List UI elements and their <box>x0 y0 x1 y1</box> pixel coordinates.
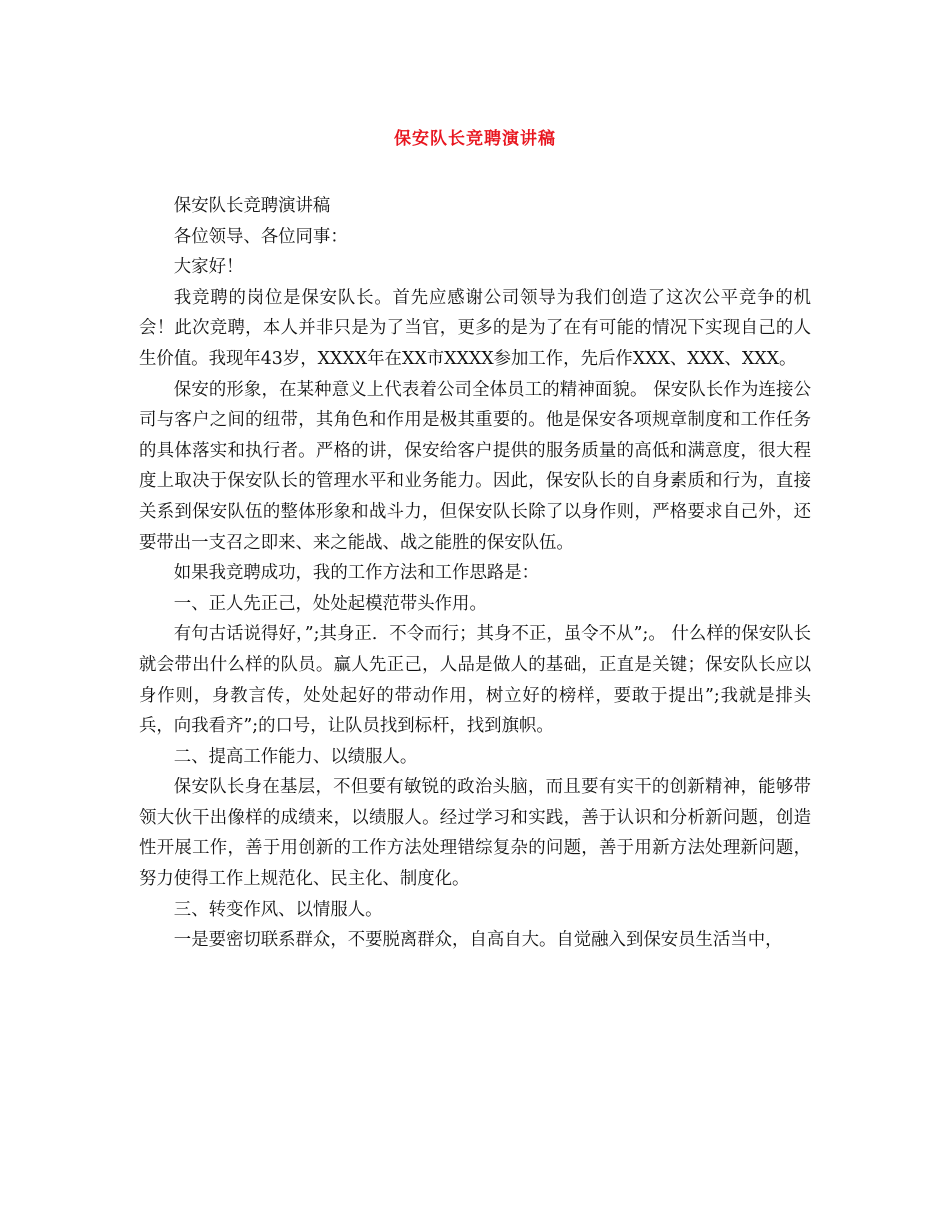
paragraph: 大家好！ <box>173 257 244 278</box>
paragraph: 二、提高工作能力、以绩服人。 <box>173 746 418 767</box>
paragraph: 一、正人先正己，处处起模范带头作用。 <box>173 593 487 614</box>
paragraph: 保安的形象，在某种意义上代表着公司全体员工的精神面貌。 保安队长作为连接公司与客户之间的纽带，其角色和作用是极其重要的。他是保安各项规章制度和工作任务的具体落实和执行者。严格的讲，保安给客户提供的服务质量的高低和满意度，很大程度上取决于保安队长的管理水平和业务能力。因此，保安队长的自身素质和行为，直接关系到保安队伍的整体形象和战斗力，但保安队长除了以身作则，严格要求自己外，还要带出一支召之即来、来之能战、战之能胜的保安队伍。 <box>139 379 811 553</box>
paragraph: 一是要密切联系群众，不要脱离群众，自高自大。自觉融入到保安员生活当中， <box>173 930 783 951</box>
paragraph: 保安队长竞聘演讲稿 <box>173 196 331 216</box>
paragraph: 保安队长身在基层，不但要有敏锐的政治头脑，而且要有实干的创新精神，能够带领大伙干出像样的成绩来，以绩服人。经过学习和实践，善于认识和分析新问题，创造性开展工作，善于用创新的工作方法处理错综复杂的问题，善于用新方法处理新问题，努力使得工作上规范化、民主化、制度化。 <box>139 777 811 890</box>
paragraph: 各位领导、各位同事： <box>173 226 348 247</box>
paragraph: 三、转变作风、以情服人。 <box>173 899 383 920</box>
paragraph: 如果我竞聘成功，我的工作方法和工作思路是： <box>173 563 540 584</box>
document-title: 保安队长竞聘演讲稿 <box>394 129 556 149</box>
document-body <box>139 191 811 956</box>
paragraph: 有句古话说得好，”;其身正．不令而行；其身不正，虽令不从”;。 什么样的保安队长就会带出什么样的队员。赢人先正己，人品是做人的基础，正直是关键；保安队长应以身作则，身教言传，处处起好的带动作用，树立好的榜样，要敢于提出”;我就是排头兵，向我看齐”;的口号，让队员找到标杆，找到旗帜。 <box>139 624 811 737</box>
paragraph: 我竞聘的岗位是保安队长。首先应感谢公司领导为我们创造了这次公平竞争的机会！此次竞聘，本人并非只是为了当官，更多的是为了在有可能的情况下实现自己的人生价值。我现年43岁，XXXX年在XX市XXXX参加工作，先后作XXX、XXX、XXX。 <box>139 287 811 369</box>
